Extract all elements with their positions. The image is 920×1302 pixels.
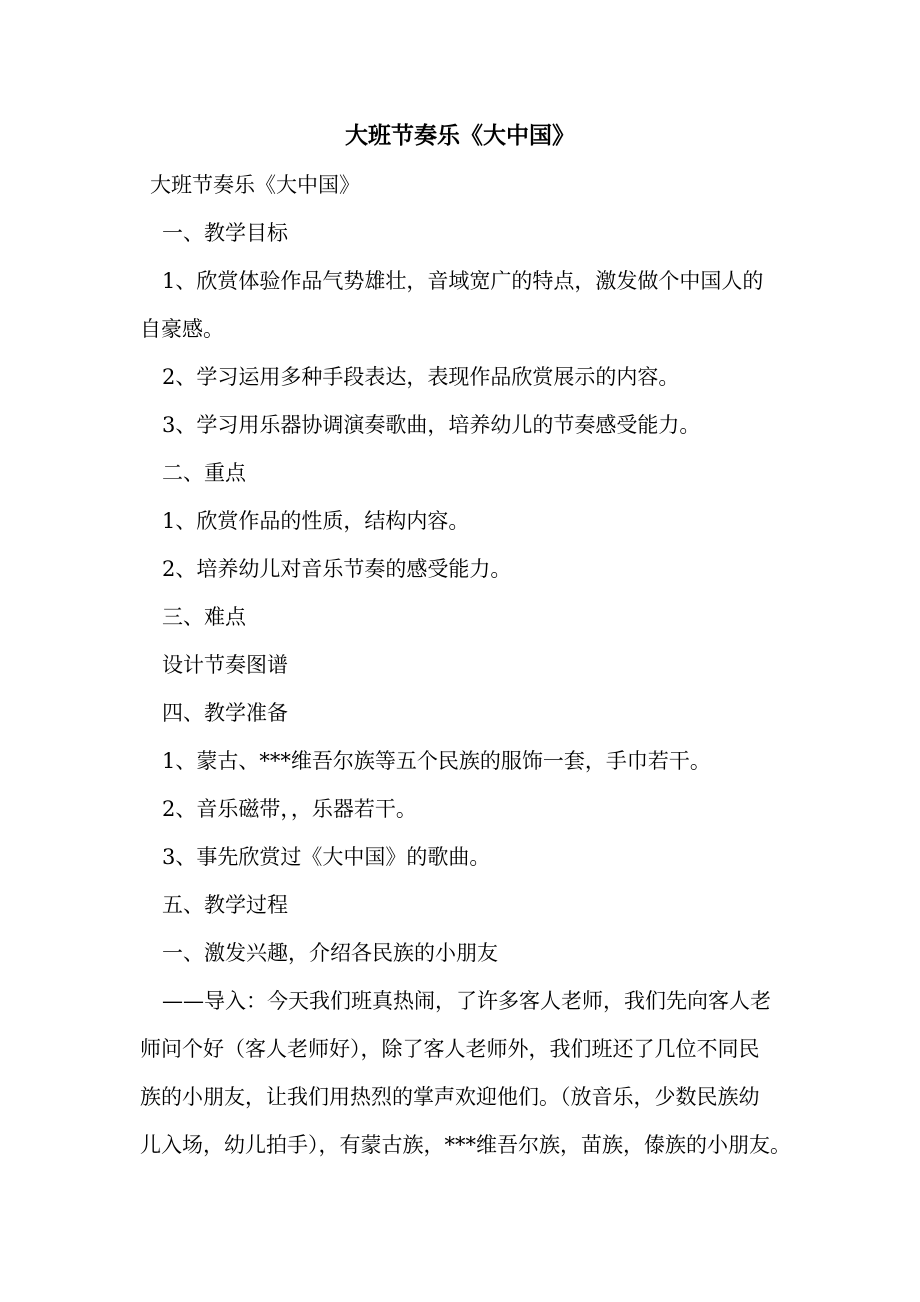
paragraph-line: 设计节奏图谱 — [162, 653, 288, 677]
paragraph-line: 2、音乐磁带，，乐器若干。 — [162, 797, 417, 821]
paragraph-line: 1、欣赏体验作品气势雄壮，音域宽广的特点，激发做个中国人的 — [162, 269, 764, 293]
paragraph-line: 2、学习运用多种手段表达，表现作品欣赏展示的内容。 — [162, 365, 680, 389]
paragraph-line: 自豪感。 — [140, 317, 224, 341]
paragraph-line: ——导入：今天我们班真热闹，了许多客人老师，我们先向客人老 — [162, 989, 771, 1013]
paragraph-line: 1、欣赏作品的性质，结构内容。 — [162, 509, 470, 533]
subtitle-line: 大班节奏乐《大中国》 — [150, 173, 360, 197]
paragraph-line: 3、学习用乐器协调演奏歌曲，培养幼儿的节奏感受能力。 — [162, 413, 701, 437]
section-heading-objectives: 一、教学目标 — [162, 221, 288, 245]
section-heading-key-points: 二、重点 — [162, 461, 246, 485]
paragraph-line: 3、事先欣赏过《大中国》的歌曲。 — [162, 845, 491, 869]
paragraph-line: 族的小朋友，让我们用热烈的掌声欢迎他们。（放音乐，少数民族幼 — [140, 1085, 760, 1109]
paragraph-line: 2、培养幼儿对音乐节奏的感受能力。 — [162, 557, 512, 581]
section-heading-difficulty: 三、难点 — [162, 605, 246, 629]
paragraph-line: 师问个好（客人老师好），除了客人老师外，我们班还了几位不同民 — [140, 1037, 760, 1061]
section-heading-process: 五、教学过程 — [162, 893, 288, 917]
document-title: 大班节奏乐《大中国》 — [345, 122, 575, 149]
paragraph-line: 一、激发兴趣，介绍各民族的小朋友 — [162, 941, 498, 965]
section-heading-preparation: 四、教学准备 — [162, 701, 288, 725]
paragraph-line: 儿入场，幼儿拍手），有蒙古族，***维吾尔族，苗族，傣族的小朋友。 — [140, 1133, 791, 1157]
paragraph-line: 1、蒙古、***维吾尔族等五个民族的服饰一套，手巾若干。 — [162, 749, 711, 773]
